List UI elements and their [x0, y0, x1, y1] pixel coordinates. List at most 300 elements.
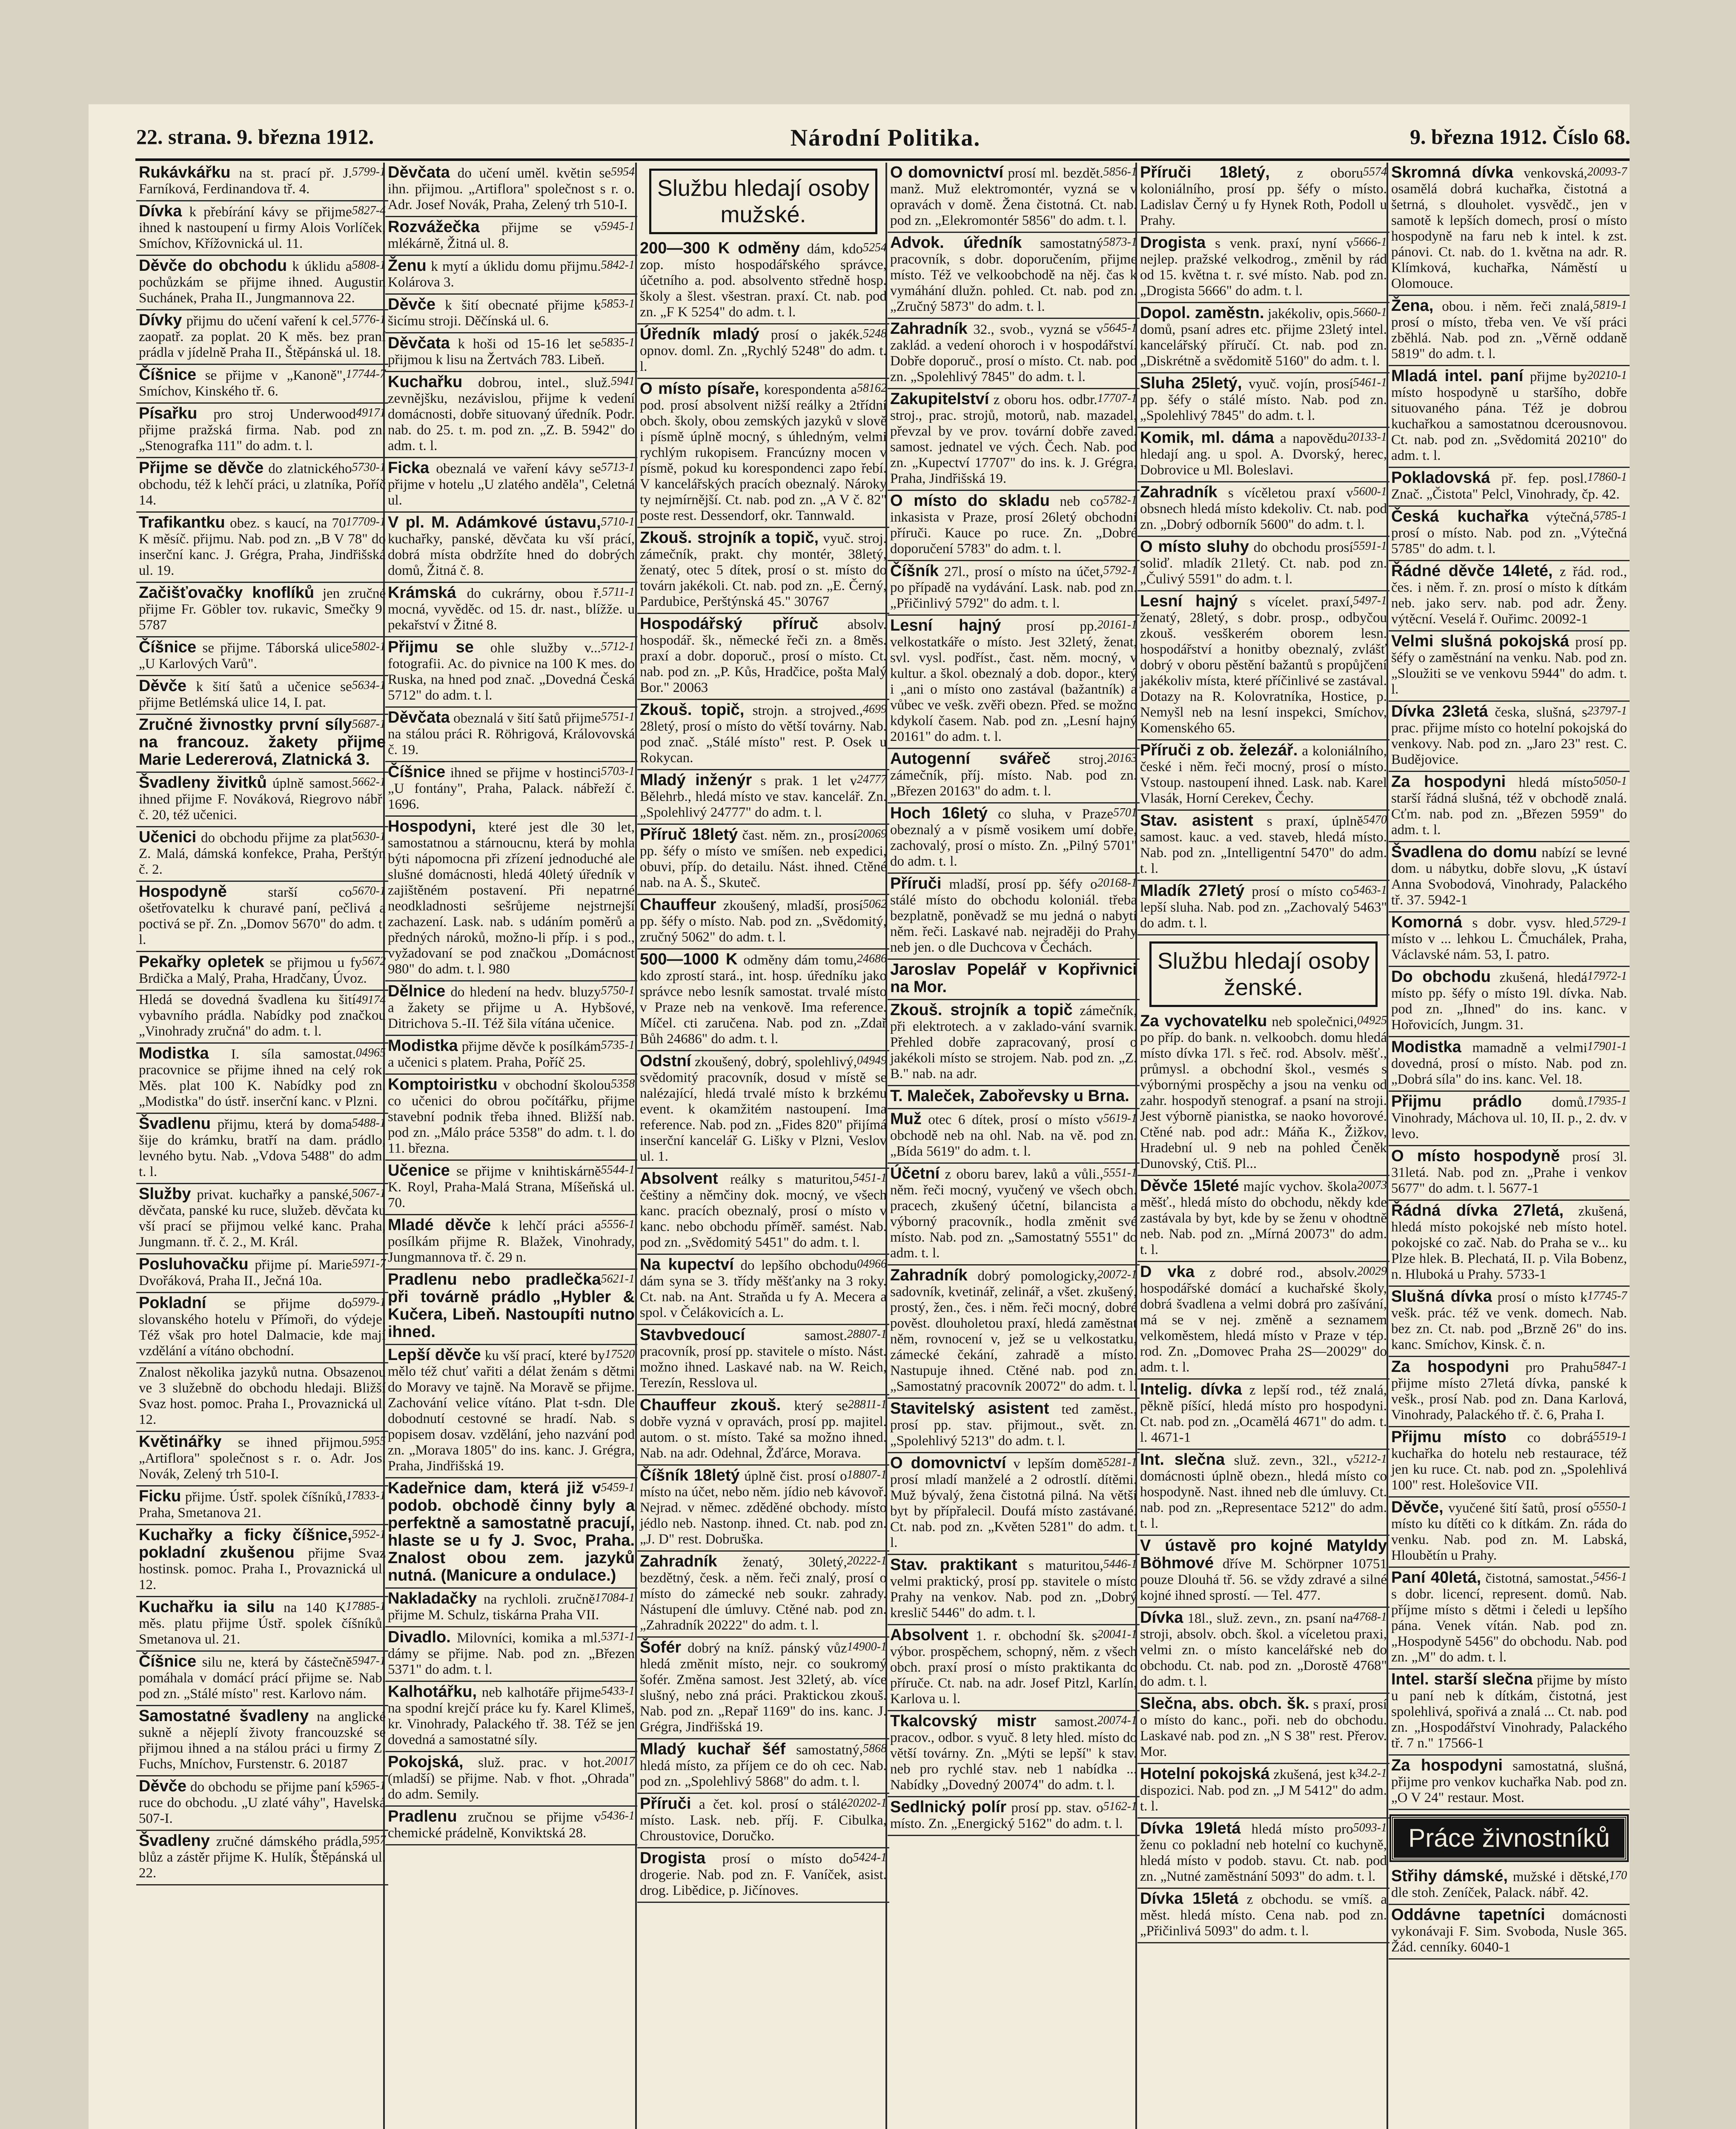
ad-body: dám, kdo zop. místo hospodářského správce, účetního a. pod. absolvento středně hosp. školy a šlest. všestran. praxí. Ct. nab. pod zn. „F K 5254" do adm. t. l.	[640, 241, 887, 320]
ad-headline: Sedlnický polír	[890, 1798, 1007, 1816]
ad-body: př. fep. posl. Znač. „Čistota" Pelcl, Vinohrady, čp. 42.	[1391, 471, 1620, 502]
classified-ad	[1137, 1011, 1389, 1176]
ad-code: 5550-1	[1593, 1500, 1627, 1513]
ad-body: který se dobře vyzná v opravách, prosí pp. majitel. autom. o st. místo. Také sa možno ihned. Nab. na adr. Odehnal, Žďárce, Morava.	[640, 1398, 887, 1461]
ad-headline: Modistka	[388, 1037, 458, 1055]
ad-headline: Za vychovatelku	[1140, 1012, 1267, 1030]
ad-code: 5701	[1113, 806, 1137, 819]
ad-headline: Přijmu prádlo	[1391, 1093, 1522, 1110]
classified-ad	[136, 1597, 388, 1652]
classified-ad	[1137, 1380, 1389, 1450]
classified-ad	[385, 1807, 637, 1845]
classified-ad	[136, 404, 388, 458]
classified-ad	[1137, 1694, 1389, 1764]
ad-headline: O domovnictví	[890, 164, 1004, 181]
ad-code: 5660-1	[1353, 306, 1387, 319]
ad-body: samostatný pracovník, s dobr. doporučením, přijme místo. Též ve velkoobchodě na něj. čas k vymáhání dlužn. pohled. Ct. nab. pod zn. „Zručný 5873" do adm. t. l.	[890, 236, 1137, 314]
classified-ad	[637, 379, 889, 528]
ad-code: 5358	[611, 1077, 635, 1090]
classified-ad	[1137, 740, 1389, 811]
ad-headline: Sluha 25letý,	[1140, 374, 1242, 392]
ad-body: samost. pracovník, prosí pp. stavitele o místo. Nást. možno ihned. Laskavé nab. na W. Reich, Terezín, Resslova ul.	[640, 1328, 887, 1391]
classified-ad	[888, 803, 1140, 874]
ad-code: 5711-1	[602, 585, 635, 599]
ad-code: 58162	[857, 382, 887, 395]
ad-code: 5713-1	[601, 461, 635, 474]
ad-headline: Divadlo.	[388, 1628, 451, 1646]
ad-body: Hledá se dovedná švadlena ku šití vybavního prádla. Nabídky pod značkou „Vinohrady zručná" do adm. t. l.	[139, 992, 386, 1039]
ad-code: 49174	[356, 993, 386, 1007]
classified-ad	[888, 491, 1140, 561]
ad-headline: Žena,	[1391, 297, 1434, 315]
ad-body: s dobr. vysv. hled. místo v ... lehkou L. Čmuchálek, Praha, Václavské nám. 53, I. patro.	[1391, 915, 1627, 962]
classified-ad	[1137, 591, 1389, 740]
ad-headline: Mladík 27letý	[1140, 882, 1245, 900]
ad-code: 18807-1	[847, 1468, 887, 1481]
ad-headline: V ústavě pro kojné Matyldy Böhmové	[1140, 1537, 1387, 1572]
ad-code: 17520	[605, 1348, 635, 1361]
ad-code: 04965	[356, 1046, 386, 1059]
ad-code: 17885-1	[346, 1600, 386, 1613]
ad-headline: Číšnice	[139, 638, 197, 656]
classified-ad	[1389, 1357, 1630, 1427]
ad-body: čast. něm. zn., prosí pp. šéfy o místo ve smíšen. neb expedici, obuvi, příp. do detailu. Nást. ihned. Ctěné nab. na A. Š., Skuteč.	[640, 828, 887, 890]
ad-headline: 200—300 K odměny	[640, 239, 800, 257]
classified-ad	[385, 513, 637, 583]
classified-ad	[1389, 296, 1630, 366]
ad-code: 5842-1	[601, 258, 635, 272]
ad-code: 5488-1	[352, 1116, 386, 1130]
ad-body: zkušená, hledá místo pokojské neb místo hotel. pokojské co zač. Nab. do Praha se v... ku Plze hlek. B. Plechatá, II. p. Vila Bobenz, n. Hluboká u Prahy. 5733-1	[1391, 1204, 1627, 1282]
ad-body: z obchodu. se vmíš. a měst. hledá místo. Cena nab. pod zn. „Přičinlivá 5093" do adm. t. l.	[1140, 1892, 1387, 1939]
classified-ad	[888, 319, 1140, 389]
ad-body: hledá místo pro ženu co pokladní neb hotelní co kuchyně, hledá místo v podob. stavu. Ct. nab. pod zn. „Nutné zaměstnání 5093" do adm. t. l.	[1140, 1822, 1387, 1884]
ad-code: 5856-1	[1103, 165, 1137, 178]
ad-code: 17935-1	[1587, 1094, 1627, 1108]
classified-ad	[1389, 772, 1630, 842]
ad-headline: Děvče	[139, 1777, 186, 1795]
ad-code: 5666-1	[1353, 235, 1387, 249]
column-1	[136, 163, 388, 2129]
ad-body: neb společnici, po příp. do bank. n. velkoobch. domu hledá místo dívka 17l. s řeč. rod. Absolv. měšť., průmysl. a obchodní škol., vesmés s výbornými prospěchy a jsou na venku od zahr. hospodyň stenograf. a psaní na stroji. Jest výborně pianistka, se naoko hovorové. Ctěné nab. pod adr.: Máňa K., Žižkov, Hradební ul. 9 neb na pohled Čeněk Dunovský, Ctiš. Pl...	[1140, 1014, 1387, 1171]
ad-body: k úklidu a pochůzkám se přijme ihned. Augustin Suchánek, Praha II., Jungmannova 22.	[139, 259, 386, 306]
ad-code: 5703-1	[601, 765, 635, 778]
ad-body: korespondenta a pod. prosí absolvent nižší reálky a 2třídní obch. školy, obou zemských jazyků v slově i písmě úplně mocný, s úhledným, velmi rychlým rukopisem. Francúzny mocen v písmě, pokud ku korespondenci zapo řebí. V kancelářských pracích obeznalý. Nároky ty nejmírnější. Ct. nab. pod zn. „A V č. 82" poste rest. Dessendorf, okr. Tannwald.	[640, 382, 887, 523]
ad-code: 17084-1	[595, 1591, 635, 1604]
ad-body: do učení uměl. květin se ihn. přijmou. „Artiflora" společnost s r. o. Adr. Josef Novák, Praha, Zelený trh 510-I.	[388, 166, 635, 212]
classified-ad	[385, 981, 637, 1036]
ad-headline: Kuchařku ia silu	[139, 1598, 275, 1616]
classified-ad	[888, 1164, 1140, 1265]
ad-code: 17833-1	[346, 1489, 386, 1502]
classified-ad	[385, 458, 637, 513]
ad-headline: Střihy dámské,	[1391, 1867, 1508, 1885]
ad-headline: Pradlenu nebo pradlečka při továrně prádlo „Hybler & Kučera, Libeň. Nastoupíti nutno ihned.	[388, 1271, 635, 1341]
ad-code: 5954	[611, 165, 635, 178]
ad-headline: Zahradník	[640, 1552, 717, 1570]
ad-headline: Kuchařku	[388, 373, 463, 391]
classified-ad	[136, 1776, 388, 1831]
ad-headline: Děvče 15leté	[1140, 1177, 1239, 1195]
ad-headline: Číšník 18letý	[640, 1466, 740, 1484]
ad-code: 20074-1	[1097, 1714, 1137, 1727]
classified-ad	[637, 1169, 889, 1255]
classified-ad	[136, 1293, 388, 1363]
ad-headline: T. Maleček, Zabořevsky u Brna.	[890, 1087, 1129, 1105]
ad-code: 170	[1609, 1869, 1627, 1882]
ad-headline: O místo hospodyně	[1391, 1147, 1560, 1165]
classified-ad	[888, 1555, 1140, 1625]
ad-headline: Švadleny	[139, 1832, 210, 1850]
classified-ad	[637, 700, 889, 770]
classified-ad	[637, 1395, 889, 1466]
ad-body: co dobrá kuchařka do hotelu neb restaurace, též jen ku ruce. Ct. nab. pod zn. „Spolehlivá 100" rest. Holešovice VII.	[1391, 1430, 1627, 1493]
classified-ad	[1137, 1262, 1389, 1380]
classified-ad	[1389, 468, 1630, 507]
ad-body: do cukrárny, obou ř. mocná, vyvěděc. od 15. dr. nast., blížže. u pekařství v Žitné 8.	[388, 586, 635, 633]
header-rule	[135, 158, 1630, 161]
ad-headline: Hoch 16letý	[890, 804, 988, 822]
ad-body: k lehčí práci a posílkám přijme R. Blažek, Vinohrady, Jungmannova tř. č. 29 n.	[388, 1218, 635, 1265]
classified-ad	[385, 372, 637, 458]
ad-code: 20222-1	[847, 1554, 887, 1567]
ad-code: 5556-1	[601, 1218, 635, 1231]
ad-body: neb co inkasista v Praze, prosí 26letý obchodní příruči. Kauce po ruce. Zn. „Dobré doporučení 5783" do adm. t. l.	[890, 494, 1137, 557]
column-2	[385, 163, 637, 2129]
ad-headline: Příruči	[890, 875, 942, 892]
classified-ad	[385, 1215, 637, 1270]
classified-ad	[136, 952, 388, 991]
ad-code: 04966	[857, 1257, 887, 1271]
ad-body: neb kalhotáře přijme na spodní krejčí práce ku fy. Karel Klimeš, kr. Vinohrady, Palackého tř. 38. Též se jen dovedná a samostatné síly.	[388, 1685, 635, 1747]
classified-ad	[888, 616, 1140, 749]
ad-body: obeznalá ve vaření kávy se přijme v hotelu „U zlatého anděla", Celetná ul.	[388, 461, 635, 508]
ad-headline: Příruč 18letý	[640, 826, 738, 844]
ad-body: výtečná, prosí o místo. Nab. pod zn. „Výtečná 5785" do adm. t. l.	[1391, 510, 1627, 557]
ad-body: v obchodní školou co učenici do obrou počítářku, přijme stavební podnik třeba ihned. Bližší nab. pod zn. „Málo práce 5358" do adm. t. l. do 11. března.	[388, 1078, 635, 1156]
classified-ad	[1389, 1092, 1630, 1146]
ad-body: přijme děvče k posílkám a učenici s platem. Praha, Poříč 25.	[388, 1039, 601, 1070]
ad-body: 32., svob., vyzná se v zaklád. a vedení ohoroch i v hospodářství. Dobře doporuč., prosí o místo. Ct. nab. pod zn. „Spolehlivý 7845" do adm. t. l.	[890, 322, 1137, 384]
classified-ad	[1389, 1427, 1630, 1498]
ad-body: zkušená, jest k dispozici. Nab. pod zn. „J M 5412" do adm. t. l.	[1140, 1767, 1387, 1814]
ad-body: vyuč. stroj. zámečník, prakt. chy montér, 38letý, ženatý, otec 5 dítek, prosí o st. místo do továrn jakékoli. Ct. nab. pod zn. „E. Černý, Pardubice, Perštýnská 45." 30767	[640, 531, 887, 609]
classified-ad	[385, 333, 637, 372]
ad-body: přijme by místo u paní neb k dítkám, čistotná, jest spolehlivá, spořivá a znalá ... Ct. nab. pod zn. „Hospodářství Vinohrady, Palackého tř. 7 n." 17566-1	[1391, 1673, 1627, 1751]
ad-headline: O místo písaře,	[640, 380, 759, 398]
ad-code: 5799-1	[352, 165, 386, 178]
ad-code: 5687-1	[352, 717, 386, 731]
ad-headline: Česká kuchařka	[1391, 508, 1529, 525]
ad-code: 5730-1	[352, 461, 386, 474]
classified-ad	[136, 583, 388, 637]
ad-code: 5470	[1363, 813, 1387, 826]
classified-ad	[136, 365, 388, 404]
ad-headline: Zkouš. topič,	[640, 701, 745, 719]
ad-headline: O místo do skladu	[890, 492, 1050, 510]
classified-ad	[385, 1270, 637, 1345]
ad-headline: Hotelní pokojská	[1140, 1765, 1270, 1783]
ad-code: 5162-1	[1103, 1800, 1137, 1813]
column-3	[637, 163, 889, 2129]
ad-body: přijme se v mlékárně, Žitná ul. 8.	[388, 220, 601, 251]
ad-code: 5424-1	[853, 1851, 887, 1864]
ad-code: 5519-1	[1593, 1430, 1627, 1443]
ad-code: 5062	[863, 898, 887, 911]
ad-code: 14900-1	[847, 1640, 887, 1653]
ad-code: 5621-1	[601, 1272, 635, 1285]
ad-headline: Číšnice	[139, 366, 197, 384]
ad-body: Znalost několika jazyků nutna. Obsazenou ve 3 služebně do obchodu hledaji. Bližší Svaz host. pomoc. Praha I., Provaznická ul. 12.	[139, 1365, 386, 1427]
ad-code: 5808-1	[352, 258, 386, 272]
classified-ad	[385, 1345, 637, 1478]
ad-code: 5750-1	[601, 984, 635, 997]
ad-headline: Modistka	[139, 1044, 209, 1062]
ad-body: ihned se přijme v hostinci „U fontány", Praha, Palack. nábřeží č. 1696.	[388, 765, 635, 812]
ad-headline: Lesní hajný	[1140, 592, 1238, 610]
classified-ad	[637, 238, 889, 324]
ad-headline: Řádné děvče 14leté,	[1391, 562, 1553, 580]
page-header	[136, 124, 1630, 154]
ad-headline: Služby	[139, 1185, 191, 1203]
ad-body: přijme. Ústř. spolek číšníků, Praha, Smetanova 21.	[139, 1489, 346, 1521]
classified-ad	[888, 1625, 1140, 1711]
classified-ad	[1389, 1756, 1630, 1810]
classified-ad	[385, 1589, 637, 1627]
ad-code: 24777	[857, 773, 887, 786]
masthead-title: Národní Politika.	[790, 125, 981, 151]
ad-code: 5955	[362, 1435, 386, 1448]
ad-code: 5050-1	[1593, 775, 1627, 788]
classified-ad	[1137, 537, 1389, 591]
ad-code: 5436-1	[601, 1809, 635, 1822]
ad-code: 5979-1	[352, 1296, 386, 1309]
ad-headline: Zahradník	[890, 1266, 968, 1284]
ad-headline: Děvčata	[388, 709, 450, 726]
ad-body: z oboru hos. odbr. stroj., prac. strojů, motorů, nab. mazadel, převzal by ve prov. tovární dobře zaved. samost. jednatel ve vých. Čech. Nab. pod zn. „Kupectví 17707" do ins. k. J. Grégra, Praha, Jindřišská 19.	[890, 392, 1137, 486]
ad-body: dříve M. Schörpner 10751 pouze Dlouhá tř. 56. se vždy zdravé a silné kojné ihned sprostí. — Tel. 477.	[1140, 1556, 1387, 1603]
classified-ad	[888, 561, 1140, 616]
ad-code: 5619-1	[1103, 1112, 1137, 1125]
ad-body: se přijme. Táborská ulice „U Karlových Varů".	[139, 640, 352, 671]
classified-ad	[1137, 1450, 1389, 1536]
ad-headline: Děvčata	[388, 164, 450, 181]
ad-body: s vícelet. praxí, ženatý, 28letý, s dobr. prosp., odbyčou zkouš. vesškerém oborem lesn. hospodářství a honitby obeznalý, zvlášť dobrý v oboru pěstění bažantů s propůjčení jakékoliv místa, které příčinlivé se zastával. Dotazy na R. Kolovratníka, Hostice, p. Nemyšl neb na lesní inspekci, Smíchov, Komenského 65.	[1140, 594, 1387, 736]
classified-ad	[637, 895, 889, 950]
ad-code: 20161-1	[1097, 618, 1137, 631]
ad-code: 20069	[857, 827, 887, 841]
ad-body: z oboru barev, laků a vůli., něm. řeči mocný, vyučený ve všech obch. pracech, zkušený účetní, bilancista a výborný pracovník., hodla změnit své místo. Nab. pod zn. „Samostatný 5551" do adm. t. l.	[890, 1167, 1137, 1261]
ad-code: 5459-1	[601, 1481, 635, 1494]
classified-ad	[1137, 303, 1389, 373]
classified-ad	[136, 458, 388, 513]
classified-ad	[136, 1044, 388, 1114]
classified-ad	[1389, 561, 1630, 631]
ad-code: 5835-1	[601, 336, 635, 349]
ad-body: vyuč. vojín, prosí pp. šéfy o stálé místo. Nab. pod zn. „Spolehlivý 7845" do adm. t. l.	[1140, 376, 1387, 423]
ad-code: 4768-1	[1353, 1610, 1387, 1624]
ad-headline: Číšnice	[139, 1653, 197, 1670]
ad-headline: Za hospodyni	[1391, 1756, 1503, 1774]
ad-code: 28807-1	[847, 1328, 887, 1341]
classified-ad	[1137, 163, 1389, 233]
ad-body: vyučené šití šatů, prosí o místo ku dítěti co k dítkám. Zn. ráda do venku. Nab. pod zn. M. Labská, Hloubětín u Prahy.	[1391, 1501, 1627, 1563]
ad-headline: Posluhovačku	[139, 1255, 249, 1273]
classified-ad	[888, 874, 1140, 960]
ad-code: 20168-1	[1097, 876, 1137, 889]
ad-body: s praxí, úplně samost. kauc. a ved. staveb, hledá místo. Nab. pod zn. „Intelligentní 5470" do adm. t. l.	[1140, 814, 1387, 876]
classified-ad	[1389, 163, 1630, 296]
classified-ad	[136, 310, 388, 365]
ad-body: z řád. rod., čes. i něm. ř. zn. prosí o místo k dítkám neb. jako serv. nab. pod adr. Ženy. výtěcní. Veselá ř. Ouřimc. 20092-1	[1391, 564, 1627, 627]
ad-body: prosí o jakék. opnov. doml. Zn. „Rychlý 5248" do adm. t. l.	[640, 327, 887, 374]
ad-code: 5957	[362, 1833, 386, 1847]
ad-body: ohle služby v... fotografii. Ac. do pivnice na 100 K mes. do Ruska, na hned pod znač. „Dovedná Česká 5712" do adm. t. l.	[388, 640, 635, 703]
ad-code: 20133-1	[1347, 430, 1387, 444]
ad-headline: Pokladovská	[1391, 469, 1490, 487]
ad-body: do zlatnického obchodu, též k lehčí práci, u zlatníka, Poříč 14.	[139, 461, 386, 508]
ad-code: 5751-1	[601, 710, 635, 723]
ad-code: 5670-1	[352, 884, 386, 898]
ad-headline: Dívka	[139, 202, 182, 220]
classified-ad	[637, 528, 889, 614]
ad-code: 5551-1	[1103, 1166, 1137, 1179]
ad-code: 5093-1	[1353, 1821, 1387, 1834]
classified-ad	[1137, 1889, 1389, 1943]
ad-headline: Rozvážečka	[388, 218, 480, 236]
ad-body: kuchařky, panské, děvčata ku vší prácí, dobrá místa obdržíte hned do dobrých domů, Žitná č. 8.	[388, 531, 635, 578]
ad-body: dobrý na kníž. pánský vůz hledá změnit místo, nejr. co soukromý šofér. Změna samost. Jest 32letý, ab. více slušný, nebo zná práci. Praktickou zkouš. Nab. pod zn. „Repař 1169" do ins. kanc. J. Grégra, Jindřišská 19.	[640, 1641, 887, 1735]
ad-body: na st. prací př. J. Farníková, Ferdinandova tř. 4.	[139, 166, 352, 197]
classified-ad	[637, 1848, 889, 1903]
classified-ad	[888, 1453, 1140, 1555]
ad-code: 5792-1	[1103, 564, 1137, 577]
ad-headline: Květinářky	[139, 1433, 222, 1451]
ad-code: 17709-1	[346, 515, 386, 528]
ad-code: 17972-1	[1587, 970, 1627, 983]
ad-body: služ. prac. v hot. (mladší) se přijme. Nab. v fhot. „Ohrada" do adm. Semily.	[388, 1755, 635, 1802]
ad-headline: Dělnice	[388, 982, 446, 1000]
ad-headline: Chauffeur	[640, 896, 716, 914]
ad-code: 28811-1	[848, 1398, 887, 1411]
classified-ad	[1137, 811, 1389, 881]
ad-body: ku vší prací, které by mělo též chuť vařiti a délat ženám s dětmi do Moravy ve tajně. Na Moravě se přijme. Zachování velice vítáno. Plat t-sdn. Dle dobodnutí cestovné se hradí. Nab. s popisem dosav. vzdělání, jeho nazvání pod zn. „Morava 1805" do ins. kanc. J. Grégra, Praha, Jindřišská 19.	[388, 1348, 635, 1474]
ad-headline: Hospodyni,	[388, 818, 476, 835]
ad-headline: Slušná dívka	[1391, 1288, 1492, 1306]
ad-code: 5662-1	[352, 775, 386, 789]
ad-body: a čet. kol. prosí o stálé místo. Lask. neb. příj. F. Cibulka, Chroustovice, Doručko.	[640, 1797, 887, 1844]
ad-body: zkoušený, dobrý, spolehlivý, svědomitý pracovník, dosud v místě se nalézající, hledá trvalé místo k brzkému event. k okamžitém nastoupení. Ima reference. Nab. pod zn. „Fides 820" přijímá inserční kancelář G. Lišky v Plzni, Veslov ul. 1.	[640, 1054, 887, 1164]
ad-code: 5945-1	[601, 220, 635, 233]
ad-body: samost. pracov., odbor. s vyuč. 8 lety hled. místo do větší továrny. Zn. „Mýti se lepší" k stav. neb pro rychlé stav. neb 1 nabídka ... Nabídky „Dovedný 20074" do adm. t. l.	[890, 1714, 1137, 1793]
classified-ad	[637, 324, 889, 379]
ad-body: úplně čist. prosí o místo na účet, nebo něm. jídio neb kávovoř. Nejrad. v němec. zděděné obchody. místo jédlo neb. Nastonp. ihned. Ct. nab. pod zn. „J. D" rest. Dobruška.	[640, 1469, 887, 1547]
ad-headline: Hospodyně	[139, 883, 227, 901]
classified-ad	[385, 1075, 637, 1161]
ad-body: přijme pí. Marie Dvořáková, Praha II., Ječná 10a.	[139, 1257, 352, 1288]
classified-ad	[136, 827, 388, 882]
classified-ad	[1389, 1670, 1630, 1756]
ad-headline: Zručné živnostky první síly na francouz. žakety přijme Marie Ledererová, Zlatnická 3.	[139, 716, 386, 769]
ad-headline: Děvče,	[1391, 1498, 1444, 1516]
ad-body: prosí o místo k vešk. prác. též ve venk. domech. Nab. bez zn. Ct. nab. pod „Brzně 26" do ins. kanc. Smíchov, Kinsk. č. n.	[1391, 1290, 1627, 1352]
ad-headline: 500—1000 K	[640, 950, 738, 968]
ad-headline: Příruči z ob. železář.	[1140, 741, 1298, 759]
ad-code: 5212-1	[1353, 1452, 1387, 1466]
ad-code: 5461-1	[1353, 376, 1387, 389]
ad-body: zručnou se přijme v chemické prádelně, Konviktská 28.	[388, 1810, 601, 1841]
ad-headline: Jaroslav Popelář v Kopřivnici na Mor.	[890, 961, 1137, 996]
classified-ad	[1137, 1176, 1389, 1262]
ad-code: 5971-7	[352, 1257, 386, 1270]
ad-body: jen zručné přijme Fr. Göbler tov. rukavic, Smečky 9. 5787	[139, 586, 386, 633]
ad-body: v lepším domě prosí mladí manželé a 2 odrostlí. dítěmi. Muž bývalý, žena čistotná pilná. Na větší byt by přípřalecil. Doufá místo zastávané. Ct. nab. pod zn. „Květen 5281" do adm. t. l.	[890, 1456, 1137, 1550]
ad-headline: Zahradník	[1140, 483, 1217, 501]
ad-body: a napovědu hledají ang. u spol. A. Dvorský, herec, Dobrovice u Ml. Boleslavi.	[1140, 431, 1387, 478]
ad-headline: Šofér	[640, 1638, 682, 1656]
ad-code: 5254	[863, 241, 887, 254]
ad-headline: Přijmu místo	[1391, 1428, 1507, 1446]
ad-body: hledá místo starší řádná slušná, též v obchodě znalá. Cťm. nab. pod zn. „Březen 5959" do adm. t. l.	[1391, 775, 1627, 838]
ad-code: 5634-1	[352, 679, 386, 692]
ad-code: 5433-1	[601, 1684, 635, 1698]
ad-headline: Komptoiristku	[388, 1076, 498, 1093]
classified-ad	[385, 583, 637, 637]
ad-body: z lepší rod., též znalá, pěkně píšící, hledá místo pro hospodyni. Ct. nab. pod zn. „Ocamělá 4671" do adm. t. l. 4671-1	[1140, 1383, 1387, 1445]
classified-ad	[385, 708, 637, 762]
ad-body: se přijme v „Kanoně", Smíchov, Kinského tř. 6.	[139, 368, 346, 399]
ad-body: zkušená, hledá místo pp. šéfy o místo 19l. dívka. Nab. pod zn. „Ihned" do ins. kanc. v Hořovicích, Jungm. 31.	[1391, 970, 1627, 1033]
ad-body: prosí pp. šéfy o zaměstnání na venku. Nab. pod zn. „Sloužiti se ve venkovu 5944" do adm. t. l.	[1391, 634, 1627, 697]
page-number-date: 22. strana. 9. března 1912.	[136, 125, 374, 149]
classified-ad	[1389, 1568, 1630, 1670]
ad-code: 5591-1	[1353, 539, 1387, 553]
ad-body: k přebírání kávy se přijme ihned k nastoupení u firmy Alois Vorlíček, Smíchov, Křížovnická ul. 11.	[139, 204, 386, 251]
classified-ad	[136, 1486, 388, 1525]
ad-code: 5847-1	[1593, 1360, 1627, 1373]
ad-body: 1. r. obchodní šk. s výbor. prospěchem, schopný, něm. z všech obch. praxí prosí o místo praktikanta do příruče. Ct. nab. na adr. Josef Pitzl, Karlín, Karlova u. l.	[890, 1628, 1137, 1707]
ad-body: silu ne, která by částečně pomáhala v domácí prácí přijme se. Nab. pod zn. „Stálé místo" rest. Karlovo nám.	[139, 1655, 386, 1701]
classified-ad	[888, 233, 1140, 319]
ad-body: domácnosti vykonávaji F. Sim. Svoboda, Nusle 365. Žád. cenníky. 6040-1	[1391, 1908, 1627, 1955]
ad-body: se ihned přijmou. „Artiflora" společnost s r. o. Adr. Jos. Novák, Zelený trh 510-I.	[139, 1435, 386, 1482]
ad-body: jakékoliv, opis. domů, psaní adres etc. přijme 23letý intel. kancelářský příručí. Ct. nab. pod zn. „Diskrétně a svědomitě 5160" do adm. t. l.	[1140, 306, 1387, 369]
classified-ad	[888, 389, 1140, 491]
ad-headline: Autogenní svářeč	[890, 750, 1051, 768]
ad-headline: Přijme se děvče	[139, 459, 264, 477]
classified-ad	[1389, 1201, 1630, 1287]
ad-headline: Mladé děvče	[388, 1216, 491, 1234]
ad-body: venkovská, osamělá dobrá kuchařka, čistotná a šetrná, s dlouholet. vysvědč., jen v samotě k lepších domech, prosí o místo hospodyně na faru neb k intel. k zst. pánovi. Ct. nab. do 1. května na adr. R. Klímková, kuchařka, Náměstí u Olomouce.	[1391, 166, 1627, 291]
ad-body: prosí pp. stav. o místo. Zn. „Energický 5162" do adm. t. l.	[890, 1800, 1123, 1831]
ad-code: 5067-1	[352, 1187, 386, 1200]
ad-headline: Lepší děvče	[388, 1346, 481, 1364]
ad-headline: Za hospodyni	[1391, 773, 1506, 791]
classified-ad	[888, 749, 1140, 803]
classified-ad	[136, 715, 388, 773]
ad-body: domů. Vinohrady, Máchova ul. 10, II. p., 2. dv. v levo.	[1391, 1095, 1627, 1142]
ad-code: 5873-1	[1103, 235, 1137, 249]
ad-headline: Tkalcovský mistr	[890, 1712, 1037, 1730]
ad-headline: Drogista	[1140, 234, 1206, 252]
ad-headline: Písařku	[139, 405, 198, 422]
ad-code: 5456-1	[1593, 1570, 1627, 1584]
ad-body: s vícěletou praxí v obsnech hledá místo kdekoliv. Ct. nab. pod zn. „Dobrý odborník 5600" do adm. t. l.	[1140, 485, 1387, 532]
classified-ad	[637, 1255, 889, 1325]
classified-ad	[136, 1114, 388, 1184]
ad-headline: Mladá intel. paní	[1391, 367, 1524, 385]
ad-headline: Číšník	[890, 562, 939, 580]
